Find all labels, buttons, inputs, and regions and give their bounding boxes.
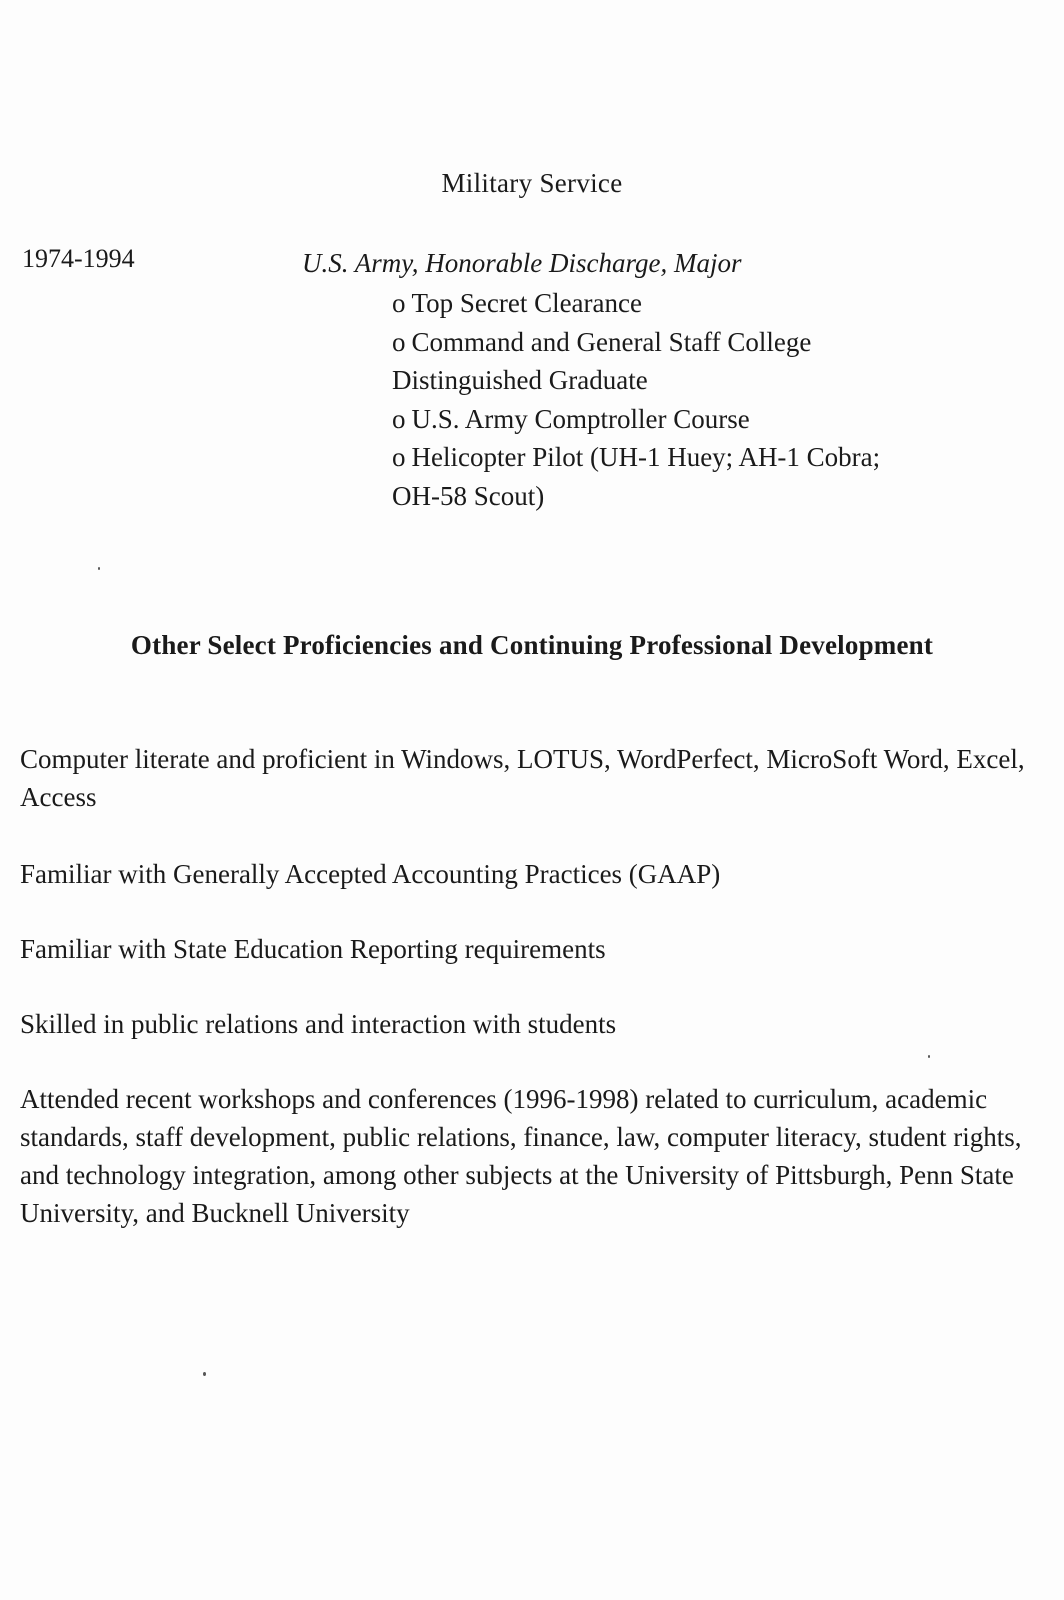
service-item bbox=[392, 284, 1032, 323]
service-years: 1974-1994 bbox=[22, 244, 135, 273]
service-details-list bbox=[392, 284, 1032, 515]
service-item-text: Distinguished Graduate bbox=[392, 365, 648, 395]
bullet-marker: o bbox=[392, 288, 406, 318]
scan-speck bbox=[203, 1372, 206, 1376]
service-item bbox=[392, 438, 1032, 477]
proficiency-paragraph: Familiar with State Education Reporting requirements bbox=[20, 934, 606, 964]
service-title: U.S. Army, Honorable Discharge, Major bbox=[302, 248, 742, 278]
service-item-text: Helicopter Pilot (UH-1 Huey; AH-1 Cobra; bbox=[411, 442, 881, 472]
service-item-continuation bbox=[392, 361, 1032, 400]
proficiencies-heading: Other Select Proficiencies and Continuing Professional Development bbox=[130, 630, 934, 660]
proficiency-paragraph: Skilled in public relations and interaction with students bbox=[20, 1009, 617, 1039]
service-item-text: OH-58 Scout) bbox=[392, 480, 545, 511]
service-item-continuation bbox=[392, 477, 1032, 516]
proficiency-paragraph: Computer literate and proficient in Windows, LOTUS, WordPerfect, MicroSoft Word, Excel, Access bbox=[20, 744, 1025, 812]
bullet-marker: o bbox=[392, 403, 406, 434]
service-item bbox=[392, 323, 1032, 362]
proficiency-paragraph: Familiar with Generally Accepted Accounting Practices (GAAP) bbox=[20, 859, 721, 889]
service-item-text: U.S. Army Comptroller Course bbox=[411, 403, 750, 434]
service-item-text: Top Secret Clearance bbox=[411, 288, 642, 318]
bullet-marker: o bbox=[392, 442, 406, 472]
proficiency-paragraph: Attended recent workshops and conferences (1996-1998) related to curriculum, academic standards, staff development, public relations, finance, law, computer literacy, student rights, and technology integration, among other subjects at the University of Pittsburgh, Penn State University, and Bucknell University bbox=[20, 1084, 1022, 1228]
scan-speck bbox=[928, 1055, 930, 1058]
bullet-marker: o bbox=[392, 326, 406, 357]
service-item bbox=[392, 400, 1032, 439]
scan-speck bbox=[98, 567, 100, 570]
service-item-text: Command and General Staff College bbox=[411, 326, 812, 357]
military-service-heading: Military Service bbox=[441, 168, 623, 198]
